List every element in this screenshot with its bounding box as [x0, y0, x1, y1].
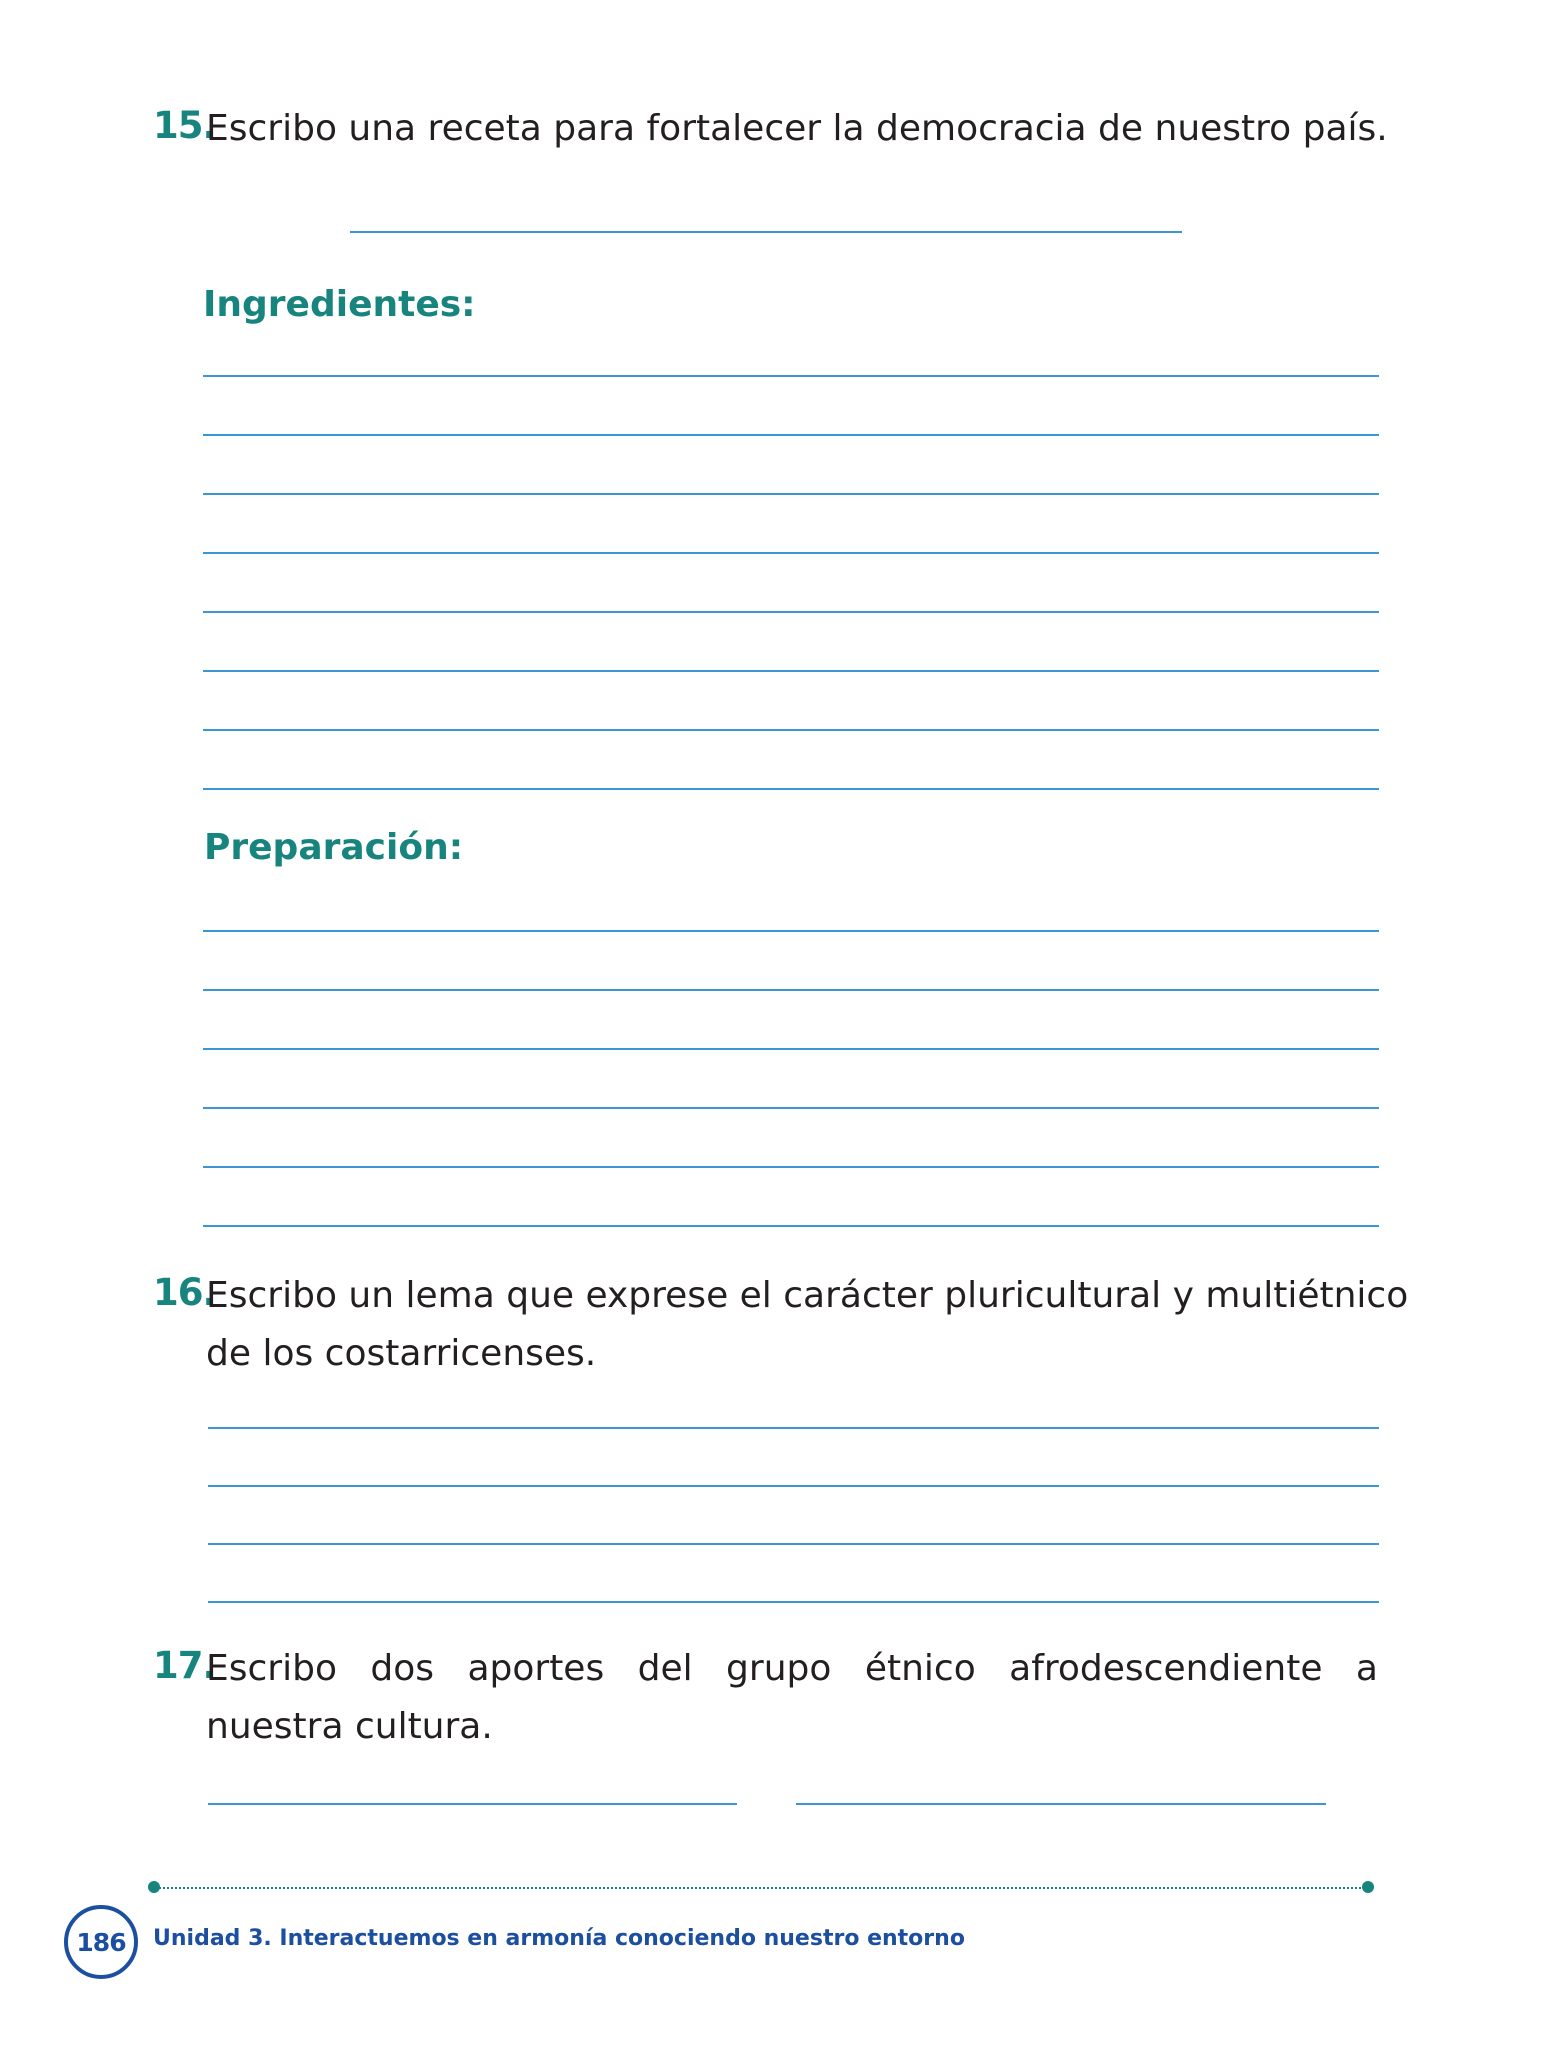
ingredients-answer-line[interactable]	[203, 729, 1379, 731]
preparation-answer-line[interactable]	[203, 1166, 1379, 1168]
recipe-title-answer-line[interactable]	[350, 231, 1182, 233]
question-16-line-2: de los costarricenses.	[206, 1333, 597, 1374]
question-17-number: 17.	[153, 1644, 216, 1687]
contribution-answer-line-1[interactable]	[208, 1803, 737, 1805]
page-number: 186	[76, 1927, 126, 1957]
ingredients-answer-line[interactable]	[203, 788, 1379, 790]
ingredients-answer-line[interactable]	[203, 493, 1379, 495]
ingredients-answer-line[interactable]	[203, 670, 1379, 672]
ingredients-answer-line[interactable]	[203, 552, 1379, 554]
slogan-answer-line[interactable]	[208, 1485, 1379, 1487]
question-15-text: Escribo una receta para fortalecer la democracia de nuestro país.	[206, 108, 1388, 149]
ingredients-heading: Ingredientes:	[203, 284, 476, 325]
preparation-answer-line[interactable]	[203, 930, 1379, 932]
slogan-answer-line[interactable]	[208, 1543, 1379, 1545]
preparation-answer-line[interactable]	[203, 1225, 1379, 1227]
question-16-number: 16.	[153, 1271, 216, 1314]
ingredients-answer-line[interactable]	[203, 434, 1379, 436]
ingredients-answer-line[interactable]	[203, 375, 1379, 377]
question-17-line-1: Escribo dos aportes del grupo étnico afrodescendiente a	[206, 1648, 1378, 1689]
preparation-answer-line[interactable]	[203, 1048, 1379, 1050]
slogan-answer-line[interactable]	[208, 1601, 1379, 1603]
preparation-answer-line[interactable]	[203, 1107, 1379, 1109]
preparation-answer-line[interactable]	[203, 989, 1379, 991]
slogan-answer-line[interactable]	[208, 1427, 1379, 1429]
preparation-heading: Preparación:	[204, 827, 464, 868]
question-16-line-1: Escribo un lema que exprese el carácter pluricultural y multiétnico	[206, 1275, 1409, 1316]
footer-rule-end-dot	[1362, 1881, 1374, 1893]
ingredients-answer-line[interactable]	[203, 611, 1379, 613]
footer-dotted-rule	[156, 1887, 1368, 1889]
question-15-number: 15.	[153, 104, 216, 147]
question-17-line-2: nuestra cultura.	[206, 1706, 493, 1747]
contribution-answer-line-2[interactable]	[796, 1803, 1326, 1805]
unit-title: Unidad 3. Interactuemos en armonía conociendo nuestro entorno	[153, 1926, 965, 1951]
page-number-badge	[64, 1905, 138, 1979]
